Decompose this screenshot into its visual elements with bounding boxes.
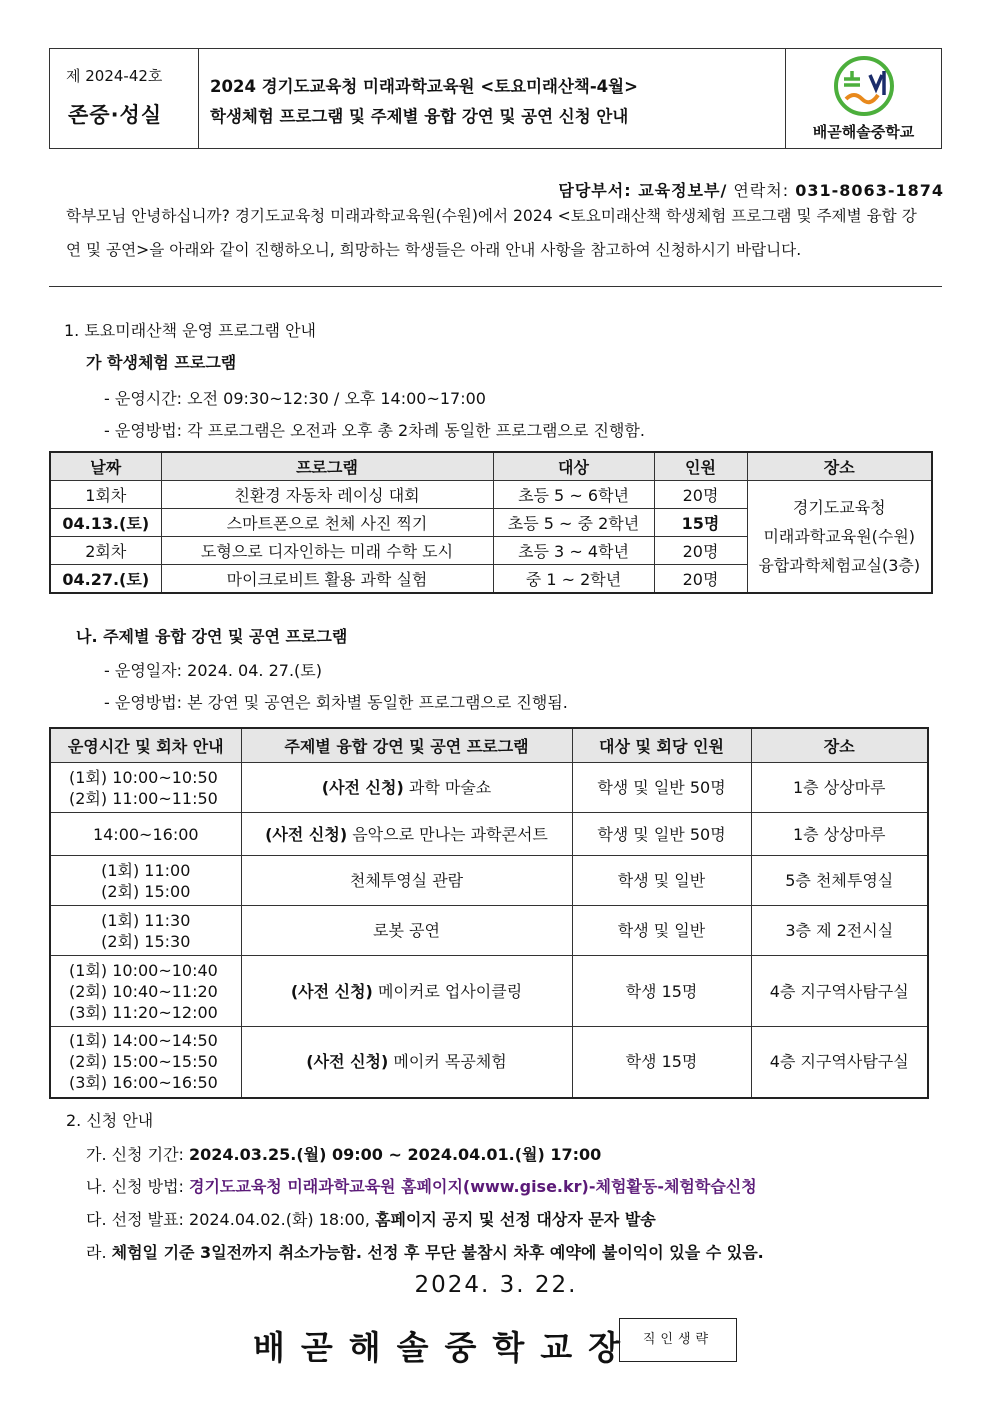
announce-detail: 홈페이지 공지 및 선정 대상자 문자 발송 <box>375 1210 656 1229</box>
program-name: 천체투영실 관람 <box>349 871 464 890</box>
round-label: 2회차 <box>50 537 161 565</box>
time-cell <box>50 763 241 813</box>
pre-register-tag: (사전 신청) <box>321 778 404 797</box>
time-cell <box>50 956 241 1027</box>
document-title-line2: 학생체험 프로그램 및 주제별 융합 강연 및 공연 신청 안내 <box>210 107 629 126</box>
program-cell <box>241 906 572 956</box>
place-line: 미래과학교육원(수원) <box>763 527 916 546</box>
target-grade: 초등 5 ~ 중 2학년 <box>493 509 654 537</box>
cancel-policy: 체험일 기준 3일전까지 취소가능함. 선정 후 무단 불참시 차후 예약에 불이익이 있을 수 있음. <box>111 1243 764 1262</box>
school-logo-icon <box>830 55 898 117</box>
program-cell <box>241 956 572 1027</box>
time-slot: (3회) 11:20~12:00 <box>69 1002 218 1022</box>
place-cell: 3층 제 2전시실 <box>751 906 928 956</box>
time-slot: (1회) 11:00 <box>101 860 191 880</box>
announce-date: 2024.04.02.(화) 18:00, <box>189 1210 376 1229</box>
student-program-table <box>49 451 933 594</box>
target-cell: 학생 15명 <box>572 956 751 1027</box>
apply-method-line <box>86 1174 757 1197</box>
time-slot: (1회) 11:30 <box>101 910 191 930</box>
program-cell <box>241 856 572 906</box>
table-row <box>50 956 928 1027</box>
time-slot: (1회) 10:00~10:50 <box>69 767 218 787</box>
target-grade: 초등 5 ~ 6학년 <box>493 481 654 509</box>
time-slot: (2회) 15:00~15:50 <box>69 1052 218 1072</box>
school-name-label: 배곧해솔중학교 <box>812 123 915 141</box>
place-line: 경기도교육청 <box>792 498 886 517</box>
col-place: 장소 <box>751 728 928 763</box>
time-cell <box>50 856 241 906</box>
dept-label: 담당부서: <box>558 181 639 200</box>
dept-name: 교육정보부/ <box>638 181 728 200</box>
program-time: - 운영시간: 오전 09:30~12:30 / 오후 14:00~17:00 <box>104 389 486 408</box>
section1-heading: 1. 토요미래산책 운영 프로그램 안내 <box>64 321 316 340</box>
target-cell: 학생 및 일반 50명 <box>572 763 751 813</box>
time-slot: (2회) 15:30 <box>101 931 191 951</box>
program-name: 메이커로 업사이클링 <box>372 981 523 1001</box>
table-row <box>50 906 928 956</box>
apply-period-line <box>86 1142 601 1165</box>
col-program: 프로그램 <box>161 452 493 481</box>
col-target: 대상 <box>493 452 654 481</box>
col-time: 운영시간 및 회차 안내 <box>50 728 241 763</box>
col-program: 주제별 융합 강연 및 공연 프로그램 <box>241 728 572 763</box>
lecture-method: - 운영방법: 본 강연 및 공연은 회차별 동일한 프로그램으로 진행됨. <box>104 693 568 712</box>
table-header-row <box>50 452 932 481</box>
section1-sub-a: 가 학생체험 프로그램 <box>86 353 237 372</box>
target-grade: 중 1 ~ 2학년 <box>493 565 654 594</box>
section1-sub-b: 나. 주제별 융합 강연 및 공연 프로그램 <box>76 627 348 646</box>
round-date: 04.27.(토) <box>50 565 161 594</box>
contact-line <box>558 178 944 201</box>
apply-method: 경기도교육청 미래과학교육원 홈페이지(www.gise.kr)-체험활동-체험학습신청 <box>189 1177 757 1196</box>
cancel-label: 라. <box>86 1243 112 1262</box>
program-name: 로봇 공연 <box>373 921 440 940</box>
pre-register-tag: (사전 신청) <box>265 824 348 844</box>
col-place: 장소 <box>747 452 932 481</box>
time-slot: (1회) 14:00~14:50 <box>69 1031 218 1051</box>
place-cell: 4층 지구역사탐구실 <box>751 956 928 1027</box>
school-logo-cell <box>785 49 941 148</box>
document-title-line1: 2024 경기도교육청 미래과학교육원 <토요미래산책-4월> <box>210 77 638 96</box>
table-header-row <box>50 728 928 763</box>
principal-signature: 배곧해솔중학교장 <box>253 1328 637 1367</box>
program-name: 스마트폰으로 천체 사진 찍기 <box>161 509 493 537</box>
cancel-line <box>86 1240 764 1263</box>
program-name: 친환경 자동차 레이싱 대회 <box>161 481 493 509</box>
program-name: 메이커 목공체험 <box>388 1052 507 1072</box>
time-cell <box>50 1027 241 1098</box>
headcount: 20명 <box>654 565 747 594</box>
program-method: - 운영방법: 각 프로그램은 오전과 오후 총 2차례 동일한 프로그램으로 진행함. <box>104 421 645 440</box>
table-row <box>50 856 928 906</box>
col-count: 인원 <box>654 452 747 481</box>
time-slot: (2회) 10:40~11:20 <box>69 981 218 1001</box>
seal-omitted-box: 직인생략 <box>619 1318 737 1362</box>
place-cell: 5층 천체투영실 <box>751 856 928 906</box>
program-cell <box>241 813 572 856</box>
place-cell: 1층 상상마루 <box>751 763 928 813</box>
target-cell: 학생 및 일반 <box>572 856 751 906</box>
program-name: 마이크로비트 활용 과학 실험 <box>161 565 493 594</box>
round-label: 1회차 <box>50 481 161 509</box>
time-slot: (2회) 11:00~11:50 <box>69 788 218 808</box>
apply-period-label: 가. 신청 기간: <box>86 1145 190 1164</box>
place-line: 융합과학체험교실(3층) <box>758 556 921 575</box>
time-slot: (3회) 16:00~16:50 <box>69 1073 218 1093</box>
apply-period: 2024.03.25.(월) 09:00 ~ 2024.04.01.(월) 17:00 <box>189 1145 602 1164</box>
pre-register-tag: (사전 신청) <box>290 981 373 1001</box>
issue-date: 2024. 3. 22. <box>414 1272 578 1298</box>
table-row <box>50 763 928 813</box>
divider <box>49 286 942 287</box>
headcount: 20명 <box>654 537 747 565</box>
lecture-program-table <box>49 727 929 1099</box>
program-name: 음악으로 만나는 과학콘서트 <box>347 824 548 844</box>
headcount: 20명 <box>654 481 747 509</box>
pre-register-tag: (사전 신청) <box>306 1052 389 1072</box>
time-cell <box>50 813 241 856</box>
time-cell <box>50 906 241 956</box>
table-row <box>50 1027 928 1098</box>
place-cell <box>747 481 932 594</box>
doc-number-cell <box>50 49 199 148</box>
phone-number: 031-8063-1874 <box>795 181 944 200</box>
school-motto: 존중·성실 <box>68 103 163 127</box>
document-number: 제 2024-42호 <box>66 67 163 85</box>
program-name: 도형으로 디자인하는 미래 수학 도시 <box>161 537 493 565</box>
apply-method-label: 나. 신청 방법: <box>86 1177 190 1196</box>
program-cell <box>241 763 572 813</box>
time-slot: (1회) 10:00~10:40 <box>69 960 218 980</box>
lecture-date: - 운영일자: 2024. 04. 27.(토) <box>104 661 322 680</box>
place-cell: 1층 상상마루 <box>751 813 928 856</box>
table-row <box>50 813 928 856</box>
round-date: 04.13.(토) <box>50 509 161 537</box>
target-cell: 학생 및 일반 50명 <box>572 813 751 856</box>
col-target: 대상 및 회당 인원 <box>572 728 751 763</box>
target-cell: 학생 및 일반 <box>572 906 751 956</box>
document-header <box>49 48 942 149</box>
target-grade: 초등 3 ~ 4학년 <box>493 537 654 565</box>
section2-heading: 2. 신청 안내 <box>66 1111 154 1130</box>
intro-paragraph: 학부모님 안녕하십니까? 경기도교육청 미래과학교육원(수원)에서 2024 <토요미래산책 학생체험 프로그램 및 주제별 융합 강연 및 공연>을 아래와 같이 진행하오니, 희망하는 학생들은 아래 안내 사항을 참고하여 신청하시기 바랍니다. <box>66 207 917 259</box>
place-cell: 4층 지구역사탐구실 <box>751 1027 928 1098</box>
announce-line <box>86 1207 656 1230</box>
table-row <box>50 481 932 509</box>
phone-label: 연락처: <box>727 181 796 200</box>
time-slot: 14:00~16:00 <box>92 824 199 844</box>
announce-label: 다. 선정 발표: <box>86 1210 190 1229</box>
program-cell <box>241 1027 572 1098</box>
time-slot: (2회) 15:00 <box>101 881 191 901</box>
target-cell: 학생 15명 <box>572 1027 751 1098</box>
col-date: 날짜 <box>50 452 161 481</box>
program-name: 과학 마술쇼 <box>403 778 492 797</box>
headcount: 15명 <box>654 509 747 537</box>
